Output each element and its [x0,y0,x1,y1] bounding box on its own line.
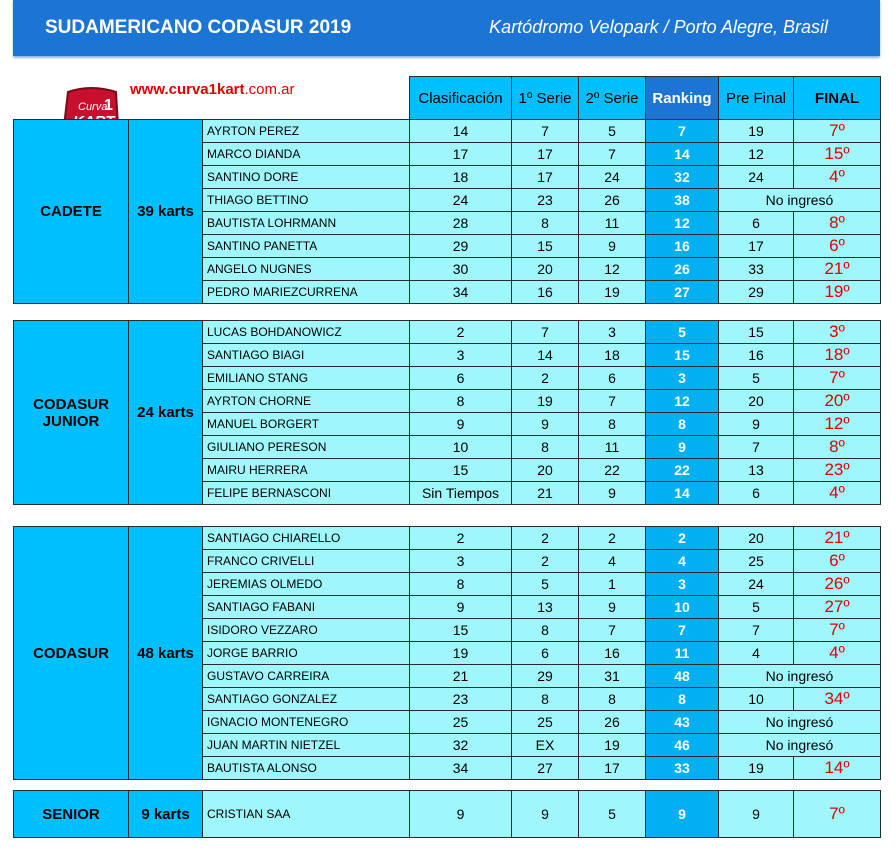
category-label: CODASUR JUNIOR [14,321,129,505]
clasificacion-cell: 15 [410,619,512,642]
clasificacion-cell: 10 [410,436,512,459]
serie-1-cell: 8 [512,619,579,642]
category-table [13,320,881,505]
final-position: 4º [794,166,881,189]
clasificacion-cell: 6 [410,367,512,390]
final-position: 6º [794,550,881,573]
clasificacion-cell: 2 [410,321,512,344]
clasificacion-cell: 34 [410,757,512,780]
ranking-cell: 8 [646,413,719,436]
pre-final-cell: 7 [719,436,794,459]
pre-final-cell: 24 [719,573,794,596]
pre-final-cell: 6 [719,212,794,235]
serie-1-cell: 27 [512,757,579,780]
pre-final-cell: 33 [719,258,794,281]
clasificacion-cell: 32 [410,734,512,757]
driver-name: MAIRU HERRERA [203,459,410,482]
serie-2-cell: 11 [579,436,646,459]
pre-final-cell: 4 [719,642,794,665]
clasificacion-cell: 30 [410,258,512,281]
clasificacion-cell: 24 [410,189,512,212]
final-position: 3º [794,321,881,344]
clasificacion-cell: 8 [410,573,512,596]
driver-name: IGNACIO MONTENEGRO [203,711,410,734]
table-row [14,120,881,143]
svg-text:1: 1 [104,97,113,114]
clasificacion-cell: 19 [410,642,512,665]
category-label: CODASUR [14,527,129,780]
serie-2-cell: 16 [579,642,646,665]
serie-1-cell: 5 [512,573,579,596]
not-entered-note: No ingresó [719,189,881,212]
clasificacion-cell: 14 [410,120,512,143]
ranking-cell: 8 [646,688,719,711]
serie-1-cell: 2 [512,527,579,550]
serie-1-cell: 6 [512,642,579,665]
ranking-cell: 3 [646,367,719,390]
driver-name: EMILIANO STANG [203,367,410,390]
karts-count: 39 karts [129,120,203,304]
driver-name: SANTINO PANETTA [203,235,410,258]
serie-1-cell: 29 [512,665,579,688]
pre-final-cell: 16 [719,344,794,367]
category-label: SENIOR [14,791,129,838]
col-serie-1: 1º Serie [512,77,579,120]
ranking-cell: 15 [646,344,719,367]
driver-name: GUSTAVO CARREIRA [203,665,410,688]
serie-2-cell: 4 [579,550,646,573]
ranking-cell: 11 [646,642,719,665]
ranking-cell: 48 [646,665,719,688]
driver-name: PEDRO MARIEZCURRENA [203,281,410,304]
driver-name: MARCO DIANDA [203,143,410,166]
driver-name: JUAN MARTIN NIETZEL [203,734,410,757]
page-title: SUDAMERICANO CODASUR 2019 [45,17,352,38]
ranking-cell: 43 [646,711,719,734]
serie-1-cell: 8 [512,436,579,459]
clasificacion-cell: 17 [410,143,512,166]
final-position: 15º [794,143,881,166]
serie-2-cell: 12 [579,258,646,281]
serie-1-cell: 21 [512,482,579,505]
category-table [13,119,881,304]
driver-name: JORGE BARRIO [203,642,410,665]
serie-2-cell: 9 [579,482,646,505]
column-header [409,76,881,120]
clasificacion-cell: 21 [410,665,512,688]
driver-name: ISIDORO VEZZARO [203,619,410,642]
pre-final-cell: 10 [719,688,794,711]
serie-1-cell: 15 [512,235,579,258]
serie-2-cell: 24 [579,166,646,189]
col-final: FINAL [794,77,881,120]
serie-2-cell: 3 [579,321,646,344]
pre-final-cell: 29 [719,281,794,304]
driver-name: FELIPE BERNASCONI [203,482,410,505]
pre-final-cell: 19 [719,757,794,780]
final-position: 34º [794,688,881,711]
pre-final-cell: 9 [719,791,794,838]
final-position: 4º [794,482,881,505]
driver-name: BAUTISTA LOHRMANN [203,212,410,235]
driver-name: LUCAS BOHDANOWICZ [203,321,410,344]
ranking-cell: 3 [646,573,719,596]
serie-2-cell: 9 [579,596,646,619]
karts-count: 9 karts [129,791,203,838]
serie-1-cell: 20 [512,459,579,482]
serie-1-cell: 20 [512,258,579,281]
serie-1-cell: 8 [512,688,579,711]
final-position: 7º [794,791,881,838]
col-pre-final: Pre Final [719,77,794,120]
serie-2-cell: 8 [579,688,646,711]
pre-final-cell: 15 [719,321,794,344]
website-link[interactable] [130,81,295,98]
pre-final-cell: 17 [719,235,794,258]
serie-2-cell: 26 [579,189,646,212]
col-serie-2: 2º Serie [579,77,646,120]
serie-1-cell: EX [512,734,579,757]
serie-1-cell: 2 [512,550,579,573]
serie-2-cell: 17 [579,757,646,780]
driver-name: AYRTON CHORNE [203,390,410,413]
pre-final-cell: 12 [719,143,794,166]
not-entered-note: No ingresó [719,711,881,734]
header-banner [13,0,880,56]
driver-name: FRANCO CRIVELLI [203,550,410,573]
clasificacion-cell: 25 [410,711,512,734]
ranking-cell: 14 [646,143,719,166]
final-position: 18º [794,344,881,367]
karts-count: 24 karts [129,321,203,505]
serie-2-cell: 1 [579,573,646,596]
final-position: 19º [794,281,881,304]
final-position: 14º [794,757,881,780]
clasificacion-cell: 9 [410,413,512,436]
serie-1-cell: 19 [512,390,579,413]
pre-final-cell: 20 [719,527,794,550]
clasificacion-cell: 29 [410,235,512,258]
serie-2-cell: 6 [579,367,646,390]
serie-1-cell: 16 [512,281,579,304]
serie-2-cell: 22 [579,459,646,482]
serie-2-cell: 26 [579,711,646,734]
ranking-cell: 9 [646,791,719,838]
col-ranking: Ranking [646,77,719,120]
driver-name: ANGELO NUGNES [203,258,410,281]
serie-2-cell: 7 [579,143,646,166]
serie-1-cell: 13 [512,596,579,619]
final-position: 26º [794,573,881,596]
serie-2-cell: 19 [579,281,646,304]
driver-name: SANTIAGO CHIARELLO [203,527,410,550]
ranking-cell: 12 [646,212,719,235]
serie-2-cell: 19 [579,734,646,757]
not-entered-note: No ingresó [719,734,881,757]
serie-2-cell: 2 [579,527,646,550]
not-entered-note: No ingresó [719,665,881,688]
ranking-cell: 12 [646,390,719,413]
karts-count: 48 karts [129,527,203,780]
serie-2-cell: 9 [579,235,646,258]
driver-name: SANTIAGO BIAGI [203,344,410,367]
table-row [14,791,881,838]
driver-name: SANTIAGO FABANI [203,596,410,619]
pre-final-cell: 9 [719,413,794,436]
serie-1-cell: 7 [512,120,579,143]
final-position: 27º [794,596,881,619]
serie-2-cell: 5 [579,791,646,838]
serie-1-cell: 9 [512,413,579,436]
website-tld: .com.ar [244,81,295,98]
pre-final-cell: 13 [719,459,794,482]
clasificacion-cell: 18 [410,166,512,189]
driver-name: AYRTON PEREZ [203,120,410,143]
final-position: 21º [794,258,881,281]
serie-2-cell: 31 [579,665,646,688]
clasificacion-cell: Sin Tiempos [410,482,512,505]
venue-label: Kartódromo Velopark / Porto Alegre, Brasil [489,17,828,37]
col-clasificacion: Clasificación [410,77,512,120]
ranking-cell: 7 [646,619,719,642]
clasificacion-cell: 3 [410,550,512,573]
pre-final-cell: 5 [719,367,794,390]
pre-final-cell: 24 [719,166,794,189]
driver-name: BAUTISTA ALONSO [203,757,410,780]
final-position: 6º [794,235,881,258]
final-position: 12º [794,413,881,436]
serie-1-cell: 7 [512,321,579,344]
clasificacion-cell: 34 [410,281,512,304]
serie-1-cell: 25 [512,711,579,734]
final-position: 21º [794,527,881,550]
final-position: 8º [794,212,881,235]
website-main: www.curva1kart [130,81,245,98]
serie-2-cell: 8 [579,413,646,436]
ranking-cell: 5 [646,321,719,344]
serie-2-cell: 11 [579,212,646,235]
driver-name: CRISTIAN SAA [203,791,410,838]
clasificacion-cell: 9 [410,596,512,619]
ranking-cell: 26 [646,258,719,281]
final-position: 23º [794,459,881,482]
serie-2-cell: 7 [579,619,646,642]
driver-name: JEREMIAS OLMEDO [203,573,410,596]
serie-1-cell: 14 [512,344,579,367]
category-table [13,790,881,838]
pre-final-cell: 7 [719,619,794,642]
serie-2-cell: 7 [579,390,646,413]
clasificacion-cell: 28 [410,212,512,235]
pre-final-cell: 6 [719,482,794,505]
serie-2-cell: 18 [579,344,646,367]
pre-final-cell: 19 [719,120,794,143]
ranking-cell: 38 [646,189,719,212]
serie-1-cell: 8 [512,212,579,235]
clasificacion-cell: 23 [410,688,512,711]
final-position: 7º [794,619,881,642]
ranking-cell: 14 [646,482,719,505]
driver-name: SANTIAGO GONZALEZ [203,688,410,711]
clasificacion-cell: 2 [410,527,512,550]
serie-1-cell: 17 [512,143,579,166]
serie-1-cell: 2 [512,367,579,390]
final-position: 8º [794,436,881,459]
svg-text:Curva: Curva [78,101,108,113]
serie-1-cell: 17 [512,166,579,189]
final-position: 7º [794,120,881,143]
category-table [13,526,881,780]
driver-name: THIAGO BETTINO [203,189,410,212]
serie-1-cell: 23 [512,189,579,212]
serie-2-cell: 5 [579,120,646,143]
driver-name: SANTINO DORE [203,166,410,189]
clasificacion-cell: 3 [410,344,512,367]
category-label: CADETE [14,120,129,304]
clasificacion-cell: 15 [410,459,512,482]
pre-final-cell: 20 [719,390,794,413]
ranking-cell: 33 [646,757,719,780]
ranking-cell: 10 [646,596,719,619]
ranking-cell: 22 [646,459,719,482]
ranking-cell: 16 [646,235,719,258]
driver-name: GIULIANO PERESON [203,436,410,459]
clasificacion-cell: 9 [410,791,512,838]
ranking-cell: 9 [646,436,719,459]
final-position: 4º [794,642,881,665]
ranking-cell: 46 [646,734,719,757]
final-position: 7º [794,367,881,390]
ranking-cell: 32 [646,166,719,189]
pre-final-cell: 25 [719,550,794,573]
serie-1-cell: 9 [512,791,579,838]
pre-final-cell: 5 [719,596,794,619]
table-row [14,527,881,550]
ranking-cell: 7 [646,120,719,143]
table-row [14,321,881,344]
clasificacion-cell: 8 [410,390,512,413]
ranking-cell: 2 [646,527,719,550]
driver-name: MANUEL BORGERT [203,413,410,436]
ranking-cell: 27 [646,281,719,304]
ranking-cell: 4 [646,550,719,573]
final-position: 20º [794,390,881,413]
